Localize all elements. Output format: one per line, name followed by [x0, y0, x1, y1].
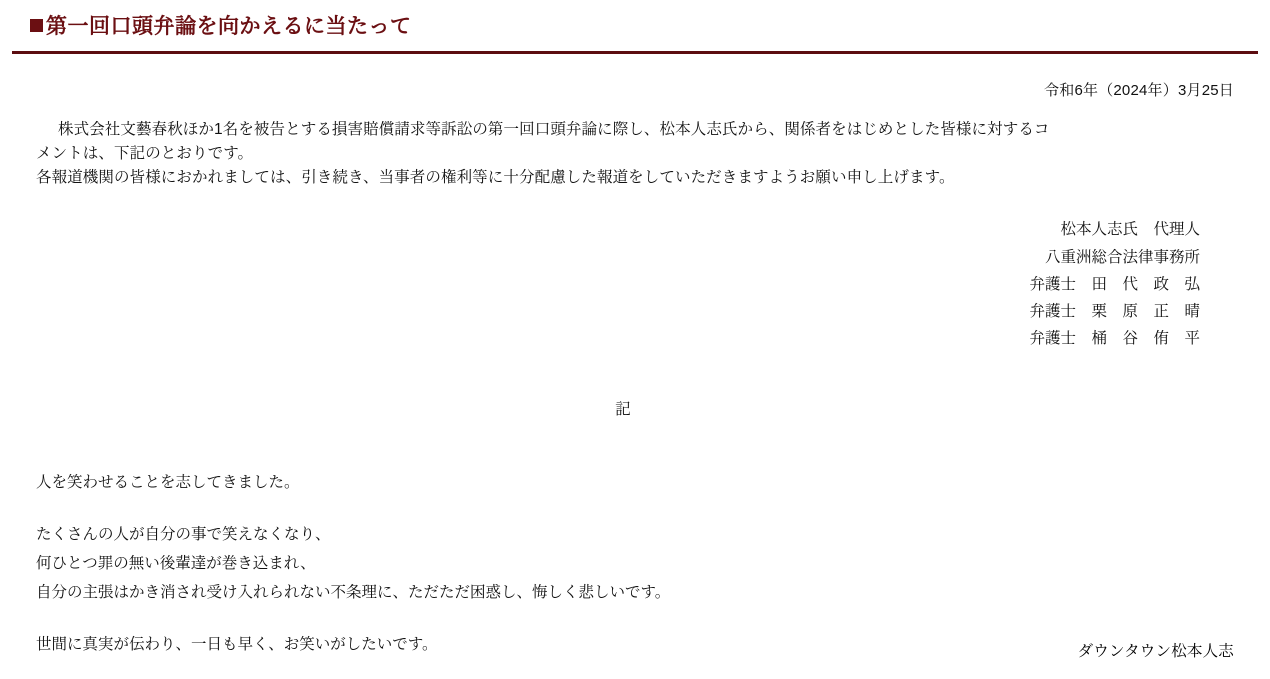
statement-body: [36, 468, 1234, 659]
signature-lawyer-1: 弁護士 田 代 政 弘: [1029, 275, 1200, 293]
statement-line: 人を笑わせることを志してきました。: [36, 474, 300, 492]
signature-lawyer-2: 弁護士 栗 原 正 晴: [1029, 302, 1200, 320]
statement-block-2: [36, 520, 1234, 608]
statement-line: 何ひとつ罪の無い後輩達が巻き込まれ、: [36, 555, 316, 572]
intro-paragraph-line-1: [36, 118, 1234, 142]
statement-block-1: [36, 468, 1234, 497]
title-marker-icon: [30, 19, 43, 32]
signature-block: [36, 216, 1234, 352]
statement-line: たくさんの人が自分の事で笑えなくなり、: [36, 525, 331, 543]
signature-law-office: 八重洲総合法律事務所: [1044, 248, 1200, 266]
statement-line: 自分の主張はかき消され受け入れられない不条理に、ただただ困惑し、悔しく悲しいです。: [36, 584, 671, 602]
intro-paragraph-line-2: メントは、下記のとおりです。: [36, 145, 254, 163]
page-title: [30, 14, 1270, 39]
statement-line: 世間に真実が伝わり、一日も早く、お笑いがしたいです。: [36, 635, 438, 653]
page-title-text: 第一回口頭弁論を向かえるに当たって: [46, 15, 412, 38]
statement-block-3: [36, 630, 1234, 659]
signature-representative: 松本人志氏 代理人: [1060, 221, 1200, 239]
document-body: [0, 79, 1270, 659]
document-header: [0, 0, 1270, 45]
intro-line-1-text: 株式会社文藝春秋ほか1名を被告とする損害賠償請求等訴訟の第一回口頭弁論に際し、松本人志氏から、関係者をはじめとした皆様に対するコ: [58, 121, 1050, 139]
intro-paragraph-line-3: 各報道機関の皆様におかれましては、引き続き、当事者の権利等に十分配慮した報道をしていただきますようお願い申し上げます。: [36, 169, 955, 187]
ki-mark: 記: [615, 401, 631, 419]
document-date: 令和6年（2024年）3月25日: [1044, 82, 1234, 100]
header-divider: [12, 51, 1258, 54]
author-signature: ダウンタウン松本人志: [1077, 643, 1234, 660]
signature-lawyer-3: 弁護士 桶 谷 侑 平: [1029, 329, 1200, 347]
